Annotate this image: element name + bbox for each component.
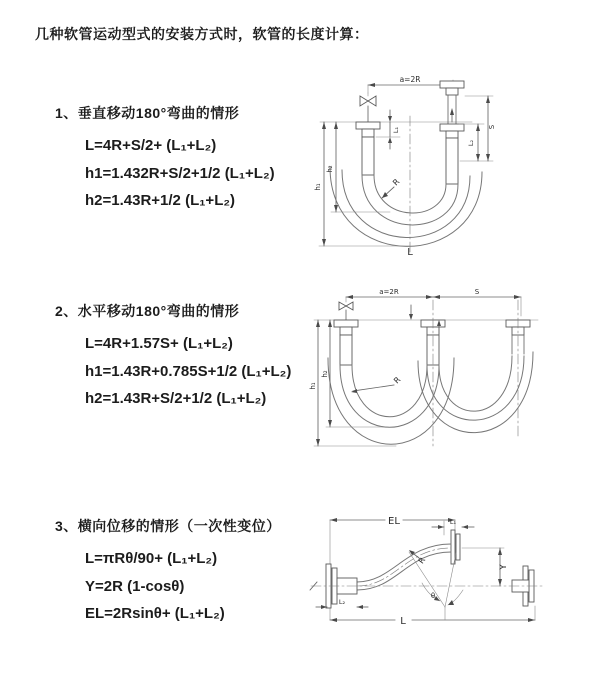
valve-icon xyxy=(339,297,353,320)
section-3-heading: 3、横向位移的情形（一次性变位） xyxy=(55,518,281,534)
formula-h1: h1=1.432R+S/2+1/2 (L₁+L₂) xyxy=(85,164,275,182)
formula-l: L=4R+S/2+ (L₁+L₂) xyxy=(85,137,217,154)
dim-label-r: R xyxy=(391,177,402,188)
hose-s-curve xyxy=(357,544,451,590)
dim-label-h2: h₂ xyxy=(321,370,329,378)
section-horizontal-movement xyxy=(55,301,291,413)
formula-el: EL=2Rsinθ+ (L₁+L₂) xyxy=(85,605,225,622)
dimension-s xyxy=(433,288,521,299)
dim-label-s: S xyxy=(488,124,496,130)
formula-h2: h2=1.43R+S/2+1/2 (L₁+L₂) xyxy=(85,390,267,407)
dim-label-r: R xyxy=(392,375,403,386)
right-pipe-assembly xyxy=(440,81,464,138)
dimension-l-total xyxy=(330,606,535,627)
dim-label-l2: L₂ xyxy=(338,598,346,606)
valve-icon xyxy=(360,93,376,122)
left-hose-braid xyxy=(340,335,352,365)
dim-label-h2: h₂ xyxy=(326,165,334,173)
dimension-l2 xyxy=(316,598,368,609)
dimension-l2 xyxy=(467,124,480,161)
dimension-a2r xyxy=(346,288,433,299)
section-1-heading: 1、垂直移动180°弯曲的情形 xyxy=(55,105,240,121)
left-flange xyxy=(356,122,380,137)
diagram-lateral-displacement xyxy=(305,508,600,648)
dim-label-y: Y xyxy=(499,564,509,570)
formula-y: Y=2R (1-cosθ) xyxy=(85,577,185,595)
dim-label-l: L xyxy=(400,616,406,627)
dim-label-l-total: L xyxy=(407,247,413,257)
section-2-heading: 2、水平移动180°弯曲的情形 xyxy=(55,303,240,319)
formula-h1: h1=1.43R+0.785S+1/2 (L₁+L₂) xyxy=(85,362,292,380)
left-flange xyxy=(334,320,358,335)
dimension-y xyxy=(462,548,509,586)
left-hose-braid xyxy=(362,137,374,175)
formula-l: L=πRθ/90+ (L₁+L₂) xyxy=(85,550,218,567)
radius-leader xyxy=(351,375,403,393)
diagram-horizontal-180-bend xyxy=(306,288,598,458)
dim-label-r: R xyxy=(416,555,428,566)
dimension-l1 xyxy=(376,110,400,149)
dim-label-a2r: a=2R xyxy=(399,75,421,84)
dimension-h2 xyxy=(326,122,390,212)
dim-label-h1: h₁ xyxy=(314,183,322,191)
dim-label-theta: θ xyxy=(430,592,436,600)
hose-u-bends xyxy=(328,352,533,444)
page-title: 几种软管运动型式的安装方式时，软管的长度计算： xyxy=(35,26,369,42)
dim-label-l1: L₁ xyxy=(392,126,400,134)
formula-h2: h2=1.43R+1/2 (L₁+L₂) xyxy=(85,192,236,209)
dim-label-s: S xyxy=(474,288,480,296)
dim-label-l1: L₁ xyxy=(449,518,457,526)
dim-label-el: EL xyxy=(388,516,400,527)
radius-leader xyxy=(382,177,402,198)
hose-u-bend xyxy=(330,167,482,246)
right-hose-braid xyxy=(446,138,458,184)
dim-label-h1: h₁ xyxy=(309,382,317,390)
movement-arrow-icon xyxy=(450,108,454,115)
diagram-vertical-180-bend xyxy=(310,72,590,257)
dim-label-l2: L₂ xyxy=(467,139,475,147)
section-vertical-movement xyxy=(55,103,275,215)
dim-label-a2r: a=2R xyxy=(379,288,399,296)
formula-l: L=4R+1.57S+ (L₁+L₂) xyxy=(85,335,233,352)
upper-flange xyxy=(451,530,460,564)
section-lateral-displacement xyxy=(55,516,281,628)
